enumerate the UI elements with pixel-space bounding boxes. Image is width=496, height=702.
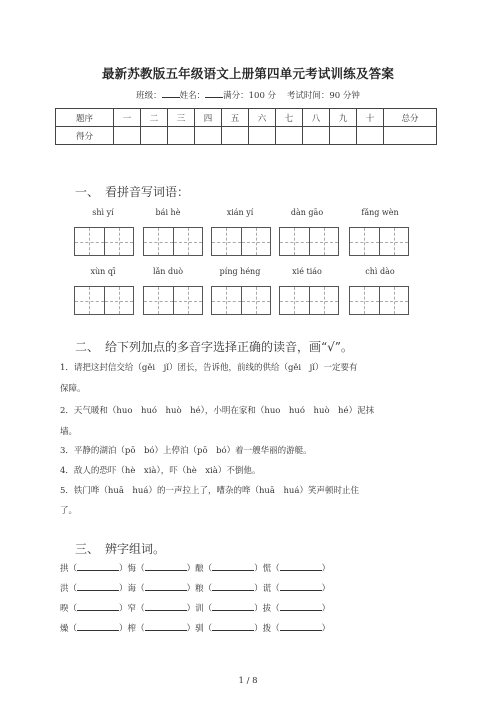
name-blank: [205, 89, 223, 98]
class-label: 班级：: [136, 91, 162, 101]
answer-blank[interactable]: [280, 622, 322, 631]
pinyin: fǎng wèn: [361, 208, 399, 217]
pinyin: píng héng: [219, 267, 261, 276]
answer-blank[interactable]: [145, 582, 187, 591]
score-header-row: [56, 109, 437, 127]
writing-box[interactable]: [74, 227, 134, 256]
score-header-cell: 题序: [56, 109, 114, 127]
pinyin: xùn qī: [90, 267, 116, 276]
score-header-cell: 七: [276, 109, 303, 127]
writing-box[interactable]: [349, 227, 409, 256]
exam-time: 考试时间：90 分钟: [286, 91, 360, 101]
class-blank: [162, 89, 180, 98]
score-header-cell: 总分: [384, 109, 437, 127]
score-table: [55, 108, 437, 145]
word-row: 暌（ ）窄（ ）训（ ）拔（ ）: [60, 604, 331, 614]
score-cell[interactable]: [330, 127, 357, 145]
score-cell[interactable]: [114, 127, 141, 145]
pinyin: xián yí: [226, 208, 254, 217]
score-cell[interactable]: [276, 127, 303, 145]
score-cell[interactable]: [141, 127, 168, 145]
question-line: 保障。: [60, 384, 86, 394]
pinyin: bái hè: [155, 208, 181, 217]
score-header-cell: 一: [114, 109, 141, 127]
writing-box[interactable]: [279, 227, 339, 256]
question-line: 4．敌人的恐吓（hè xià），吓（hè xià）不倒他。: [60, 466, 261, 476]
score-row-label: 得分: [56, 127, 114, 145]
score-header-cell: 八: [303, 109, 330, 127]
question-line: 3．平静的湖泊（pō bó）上停泊（pō bó）着一艘华丽的游艇。: [60, 446, 312, 456]
score-cell[interactable]: [249, 127, 276, 145]
section2-heading: 二、 给下列加点的多音字选择正确的读音，画“√”。: [75, 340, 353, 354]
writing-box[interactable]: [211, 227, 271, 256]
score-header-cell: 二: [141, 109, 168, 127]
full-score: 满分：100 分: [223, 91, 277, 101]
answer-blank[interactable]: [77, 582, 119, 591]
section1-heading: 一、 看拼音写词语：: [75, 185, 190, 199]
score-header-cell: 四: [195, 109, 222, 127]
word-row: 燥（ ）榨（ ）驯（ ）拨（ ）: [60, 624, 331, 634]
score-cell[interactable]: [303, 127, 330, 145]
question-line: 1．请把这封信交给（gěi jǐ）团长，告诉他，前线的供给（gěi jǐ）一定要有: [60, 363, 358, 373]
answer-blank[interactable]: [280, 582, 322, 591]
answer-blank[interactable]: [280, 562, 322, 571]
page-number: 1 / 8: [238, 676, 258, 686]
answer-blank[interactable]: [145, 622, 187, 631]
word-row: 拱（ ）悔（ ）酿（ ）慌（ ）: [60, 564, 331, 574]
question-line: 2．天气暖和（huo huó huò hé），小明在家和（huo huó huò hé）泥抹: [60, 406, 375, 416]
writing-box[interactable]: [74, 286, 134, 315]
writing-box[interactable]: [349, 286, 409, 315]
score-cell[interactable]: [222, 127, 249, 145]
score-header-cell: 三: [168, 109, 195, 127]
score-cell[interactable]: [168, 127, 195, 145]
writing-box[interactable]: [279, 286, 339, 315]
pinyin: chì dào: [365, 267, 395, 276]
writing-box[interactable]: [143, 227, 203, 256]
answer-blank[interactable]: [212, 582, 254, 591]
score-cell[interactable]: [357, 127, 384, 145]
answer-blank[interactable]: [145, 602, 187, 611]
answer-blank[interactable]: [145, 562, 187, 571]
score-header-cell: 五: [222, 109, 249, 127]
exam-info: [0, 89, 496, 101]
question-line: 墙。: [60, 427, 78, 437]
answer-blank[interactable]: [212, 622, 254, 631]
answer-blank[interactable]: [280, 602, 322, 611]
score-cell[interactable]: [195, 127, 222, 145]
pinyin: dàn gāo: [290, 208, 324, 217]
score-cell[interactable]: [384, 127, 437, 145]
answer-blank[interactable]: [212, 562, 254, 571]
section3-heading: 三、 辨字组词。: [75, 542, 166, 556]
question-line: 5．铁门哗（huā huá）的一声拉上了，嘈杂的哗（huā huá）笑声顿时止住: [60, 486, 359, 496]
page-title: 最新苏教版五年级语文上册第四单元考试训练及答案: [101, 66, 395, 81]
pinyin: xié tiáo: [292, 267, 322, 276]
writing-box[interactable]: [211, 286, 271, 315]
score-header-cell: 六: [249, 109, 276, 127]
word-row: 洪（ ）诲（ ）粮（ ）谎（ ）: [60, 584, 331, 594]
name-label: 姓名：: [179, 91, 206, 101]
answer-blank[interactable]: [212, 602, 254, 611]
writing-box[interactable]: [143, 286, 203, 315]
score-header-cell: 九: [330, 109, 357, 127]
score-row: [56, 127, 437, 145]
pinyin: shì yí: [92, 208, 114, 217]
question-line: 了。: [60, 506, 78, 516]
answer-blank[interactable]: [77, 602, 119, 611]
answer-blank[interactable]: [77, 562, 119, 571]
answer-blank[interactable]: [77, 622, 119, 631]
score-header-cell: 十: [357, 109, 384, 127]
pinyin: lǎn duò: [152, 267, 184, 276]
